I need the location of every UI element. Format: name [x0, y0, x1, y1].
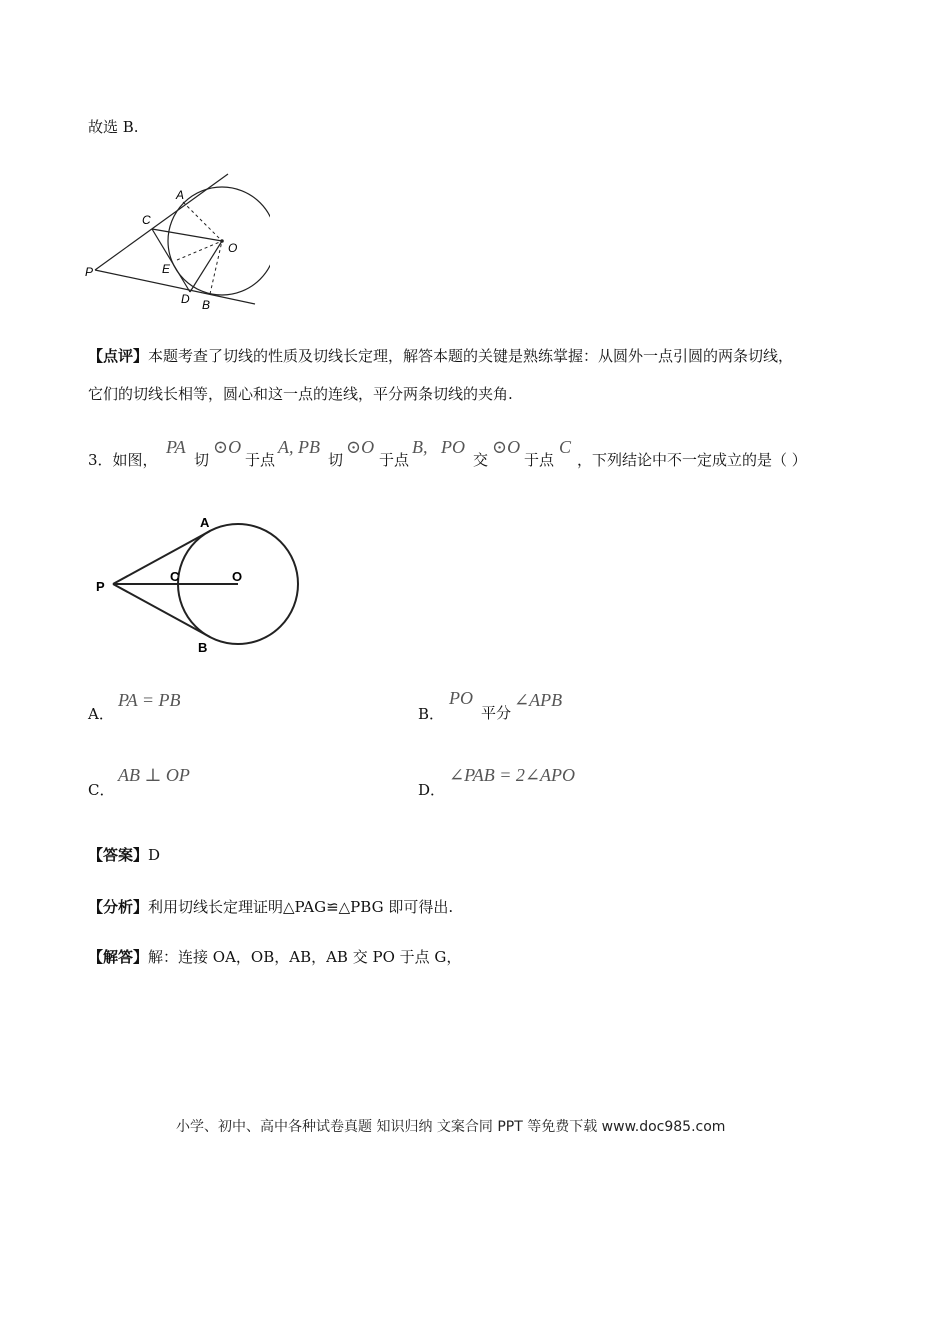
option-a-label: A． — [88, 705, 114, 723]
q-math-PA: PA — [166, 437, 186, 457]
label-P: P — [85, 265, 94, 279]
option-b-math-2: ∠APB — [514, 690, 563, 710]
q-math-C: C — [559, 437, 572, 457]
analysis-line — [88, 897, 453, 917]
fig2-label-O: O — [232, 569, 243, 584]
q-math-circle-2: ⊙O — [346, 437, 375, 457]
analysis-tag: 【分析】 — [88, 898, 149, 916]
figure-tangent-diagram-1 — [80, 172, 270, 317]
answer-value: D — [148, 846, 161, 864]
page-footer: 小学、初中、高中各种试卷真题 知识归纳 文案合同 PPT 等免费下载 www.doc985.com — [176, 1119, 726, 1135]
analysis-text: 利用切线长定理证明△PAG≌△PBG 即可得出. — [148, 898, 454, 916]
question-number: 3．如图， — [88, 451, 158, 469]
q-text-at-3: 于点 — [524, 451, 555, 469]
label-O: O — [228, 241, 238, 255]
fig2-label-A: A — [200, 515, 210, 530]
conclusion-text: 故选 B. — [88, 118, 139, 136]
option-b-label: B． — [418, 705, 445, 723]
option-c-math: AB ⊥ OP — [118, 765, 190, 785]
label-D: D — [181, 292, 190, 306]
q-math-B: B, — [412, 437, 428, 457]
option-c-label: C． — [88, 781, 115, 799]
solution-line — [88, 947, 461, 967]
fig2-label-P: P — [96, 579, 105, 594]
label-E: E — [162, 262, 171, 276]
answer-tag: 【答案】 — [88, 846, 149, 864]
q-text-tangent-1: 切 — [194, 451, 210, 469]
q-math-circle-1: ⊙O — [213, 437, 242, 457]
solution-text: 解：连接 OA，OB，AB，AB 交 PO 于点 G， — [148, 948, 462, 966]
comment-text-1: 本题考查了切线的性质及切线长定理，解答本题的关键是熟练掌握：从圆外一点引圆的两条切线， — [148, 347, 794, 365]
q-text-at-1: 于点 — [245, 451, 276, 469]
option-a-math: PA = PB — [118, 690, 181, 710]
label-A: A — [176, 188, 185, 202]
comment-line-1 — [88, 346, 793, 366]
answer-line — [88, 845, 160, 865]
fig2-label-C: C — [170, 569, 180, 584]
q-math-PO: PO — [441, 437, 465, 457]
solution-tag: 【解答】 — [88, 948, 149, 966]
option-d-label: D． — [418, 781, 446, 799]
q-text-intersect: 交 — [473, 451, 489, 469]
q-math-A-PB: A, PB — [278, 437, 320, 457]
option-b-text: 平分 — [481, 704, 512, 722]
q-text-tangent-2: 切 — [328, 451, 344, 469]
option-b-math-1: PO — [449, 688, 473, 708]
comment-tag: 【点评】 — [88, 347, 149, 365]
q-text-at-2: 于点 — [379, 451, 410, 469]
comment-line-2: 它们的切线长相等，圆心和这一点的连线，平分两条切线的夹角. — [88, 385, 513, 403]
fig2-label-B: B — [198, 640, 208, 655]
q-text-tail: ，下列结论中不一定成立的是（ ） — [577, 451, 807, 469]
label-C: C — [142, 213, 151, 227]
q-math-circle-3: ⊙O — [492, 437, 521, 457]
option-d-math: ∠PAB = 2∠APO — [449, 765, 575, 785]
figure-tangent-diagram-2 — [88, 510, 318, 665]
label-B: B — [202, 298, 211, 312]
